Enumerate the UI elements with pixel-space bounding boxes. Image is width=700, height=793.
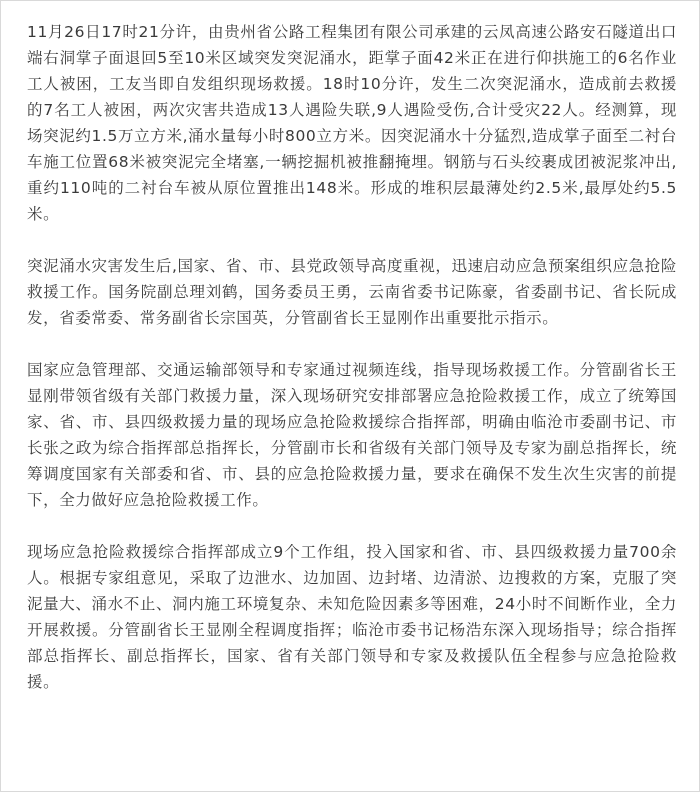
paragraph-rescue-operations: 现场应急抢险救援综合指挥部成立9个工作组，投入国家和省、市、县四级救援力量700余人。根据专家组意见，采取了边泄水、边加固、边封堵、边清淤、边搜救的方案，克服了突泥量大、涌水不止、洞内施工环境复杂、未知危险因素多等困难，24小时不间断作业，全力开展救援。分管副省长王显刚全程调度指挥；临沧市委书记杨浩东深入现场指导；综合指挥部总指挥长、副总指挥长，国家、省有关部门领导和专家及救援队伍全程参与应急抢险救援。 [27, 543, 677, 691]
paragraph-leadership-response: 突泥涌水灾害发生后,国家、省、市、县党政领导高度重视，迅速启动应急预案组织应急抢险救援工作。国务院副总理刘鹤，国务委员王勇，云南省委书记陈豪，省委副书记、省长阮成发，省委常委、常务副省长宗国英，分管副省长王显刚作出重要批示指示。 [27, 257, 677, 327]
paragraph-command-structure: 国家应急管理部、交通运输部领导和专家通过视频连线，指导现场救援工作。分管副省长王显刚带领省级有关部门救援力量，深入现场研究安排部署应急抢险救援工作，成立了统筹国家、省、市、县四级救援力量的现场应急抢险救援综合指挥部，明确由临沧市委副书记、市长张之政为综合指挥部总指挥长，分管副市长和省级有关部门领导及专家为副总指挥长，统筹调度国家有关部委和省、市、县的应急抢险救援力量，要求在确保不发生次生灾害的前提下，全力做好应急抢险救援工作。 [27, 361, 677, 509]
paragraph-incident: 11月26日17时21分许，由贵州省公路工程集团有限公司承建的云凤高速公路安石隧道出口端右洞掌子面退回5至10米区域突发突泥涌水，距掌子面42米正在进行仰拱施工的6名作业工人被困，工友当即自发组织现场救援。18时10分许，发生二次突泥涌水，造成前去救援的7名工人被困，两次灾害共造成13人遇险失联,9人遇险受伤,合计受灾22人。经测算，现场突泥约1.5万立方米,涌水量每小时800立方米。因突泥涌水十分猛烈,造成掌子面至二衬台车施工位置68米被突泥完全堵塞,一辆挖掘机被推翻掩埋。钢筋与石头绞裹成团被泥浆冲出,重约110吨的二衬台车被从原位置推出148米。形成的堆积层最薄处约2.5米,最厚处约5.5米。 [27, 23, 677, 223]
article-body [1, 1, 700, 793]
